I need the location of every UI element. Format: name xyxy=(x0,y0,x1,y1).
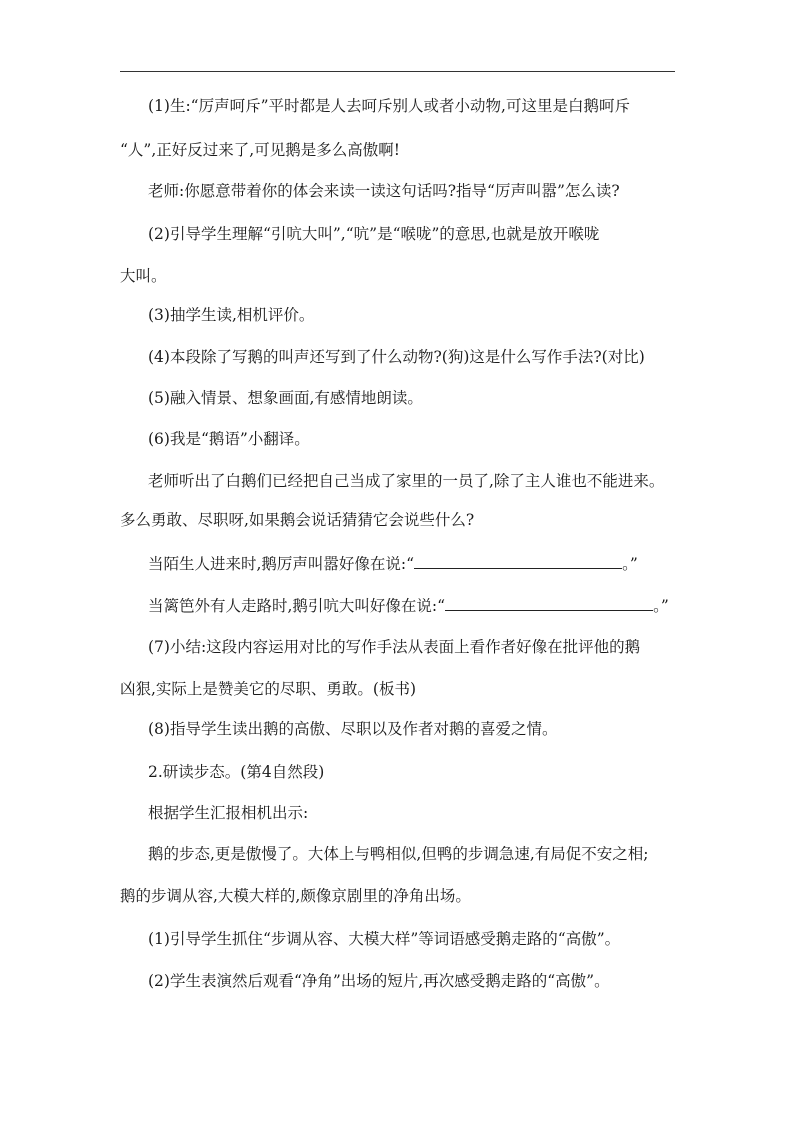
fill-in-line xyxy=(148,554,638,574)
text-line: (1)生:“厉声呵斥”平时都是人去呵斥别人或者小动物,可这里是白鹅呵斥 xyxy=(148,97,630,115)
text-line: 鹅的步调从容,大模大样的,颇像京剧里的净角出场。 xyxy=(120,887,471,905)
text-line: “人”,正好反过来了,可见鹅是多么高傲啊! xyxy=(120,141,400,159)
answer-blank xyxy=(445,596,653,611)
text-line: 老师:你愿意带着你的体会来读一读这句话吗?指导“厉声叫嚣”怎么读? xyxy=(148,182,620,200)
text-line: 根据学生汇报相机出示: xyxy=(148,804,309,822)
section-heading: 2.研读步态。(第4自然段) xyxy=(148,763,325,781)
text-line: 多么勇敢、尽职呀,如果鹅会说话猜猜它会说些什么? xyxy=(120,511,475,529)
fill-in-prompt: 当陌生人进来时,鹅厉声叫嚣好像在说:“ xyxy=(148,555,415,573)
text-line: (3)抽学生读,相机评价。 xyxy=(148,306,315,324)
text-line: (8)指导学生读出鹅的高傲、尽职以及作者对鹅的喜爱之情。 xyxy=(148,720,558,738)
fill-in-prompt: 当篱笆外有人走路时,鹅引吭大叫好像在说:“ xyxy=(148,597,446,615)
text-line: (7)小结:这段内容运用对比的写作手法从表面上看作者好像在批评他的鹅 xyxy=(148,638,641,656)
text-line: (1)引导学生抓住“步调从容、大模大样”等词语感受鹅走路的“高傲”。 xyxy=(148,930,621,948)
fill-in-close: 。” xyxy=(653,597,669,615)
answer-blank xyxy=(414,554,622,569)
text-line: (4)本段除了写鹅的叫声还写到了什么动物?(狗)这是什么写作手法?(对比) xyxy=(148,348,645,366)
text-line: (2)学生表演然后观看“净角”出场的短片,再次感受鹅走路的“高傲”。 xyxy=(148,972,610,990)
text-line: 凶狠,实际上是赞美它的尽职、勇敢。(板书) xyxy=(120,680,417,698)
text-line: (5)融入情景、想象画面,有感情地朗读。 xyxy=(148,389,423,407)
text-line: 老师听出了白鹅们已经把自己当成了家里的一员了,除了主人谁也不能进来。 xyxy=(148,472,665,490)
fill-in-close: 。” xyxy=(622,555,638,573)
text-line: (6)我是“鹅语”小翻译。 xyxy=(148,430,310,448)
fill-in-line xyxy=(148,596,669,616)
text-line: (2)引导学生理解“引吭大叫”,“吭”是“喉咙”的意思,也就是放开喉咙 xyxy=(148,225,600,243)
text-line: 鹅的步态,更是傲慢了。大体上与鸭相似,但鸭的步调急速,有局促不安之相; xyxy=(148,845,649,863)
header-rule xyxy=(120,71,675,72)
text-line: 大叫。 xyxy=(120,267,167,285)
